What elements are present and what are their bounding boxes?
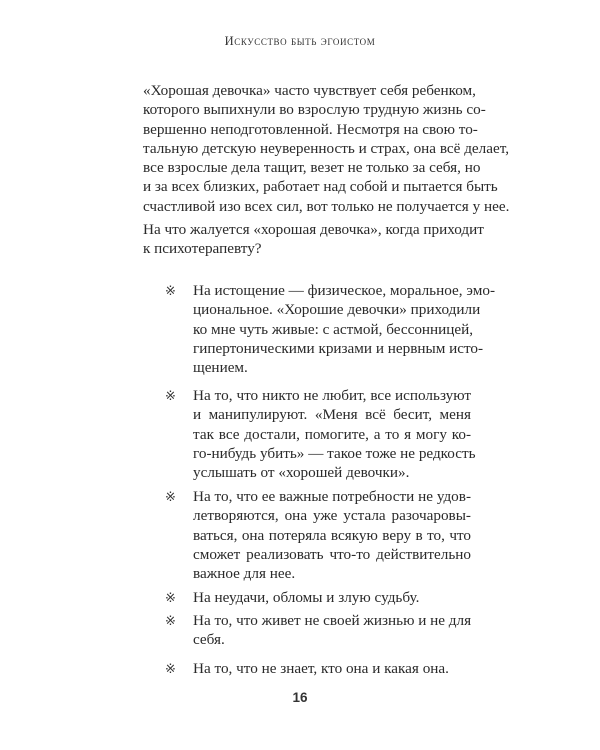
text-line: циональное. «Хорошие девочки» приходили (193, 301, 481, 319)
running-header: Искусство быть эгоистом (224, 34, 376, 48)
text-line: которого выпихнули во взрослую трудную жизнь со- (143, 101, 486, 119)
reference-mark-icon: ※ (165, 388, 176, 403)
text-line: все взрослые дела тащит, везет не только за себя, но (143, 159, 481, 177)
list-item-text (193, 588, 471, 607)
text-line: тальную детскую неуверенность и страх, она всё делает, (143, 139, 510, 157)
text-line: важное для нее. (193, 565, 296, 583)
reference-mark-icon: ※ (165, 283, 176, 298)
text-line: ваться, она потеряла всякую веру в то, что (193, 526, 471, 544)
text-line: к психотерапевту? (143, 240, 262, 258)
text-line: На то, что не знает, кто она и какая она. (193, 660, 449, 677)
page-number: 16 (292, 690, 308, 705)
list-item-text (193, 281, 495, 377)
text-line: На то, что никто не любит, все используют (193, 387, 471, 404)
reference-mark-icon: ※ (165, 590, 176, 605)
text-line: «Хорошая девочка» часто чувствует себя ребенком, (143, 82, 476, 99)
list-item-text (193, 386, 476, 482)
text-line: гипертоническими кризами и нервным исто- (193, 339, 484, 357)
text-line: На то, что живет не своей жизнью и не для (193, 612, 472, 629)
reference-mark-icon: ※ (165, 489, 176, 504)
text-line: вершенно неподготовленной. Несмотря на свою то- (143, 120, 478, 138)
text-line: На что жалуется «хорошая девочка», когда приходит (143, 221, 484, 238)
text-line: щением. (193, 359, 248, 377)
reference-mark-icon: ※ (165, 613, 176, 628)
text-line: сможет реализовать что-то действительно (193, 545, 471, 563)
list-item-text (193, 659, 471, 678)
text-line: го-нибудь убить» — такое тоже не редкость (193, 444, 476, 462)
reference-mark-icon: ※ (165, 661, 176, 676)
paragraph (143, 81, 510, 216)
list-item-text (193, 611, 471, 650)
text-line: ко мне чуть живые: с астмой, бессонницей, (193, 320, 474, 338)
list-item-text (193, 487, 471, 583)
text-line: счастливой изо всех сил, вот только не получается у нее. (143, 197, 510, 215)
text-line: так все достали, помогите, а то я могу ко- (193, 425, 471, 443)
text-line: и за всех близких, работает над собой и пытается быть (143, 178, 498, 196)
text-line: себя. (193, 631, 225, 649)
text-line: летворяются, она уже устала разочаровы- (193, 507, 471, 525)
text-line: На истощение — физическое, моральное, эмо- (193, 282, 495, 299)
text-line: и манипулируют. «Меня всё бесит, меня (193, 406, 471, 424)
paragraph (143, 220, 484, 259)
text-line: услышать от «хорошей девочки». (193, 464, 410, 482)
text-line: На неудачи, обломы и злую судьбу. (193, 589, 420, 606)
text-line: На то, что ее важные потребности не удов- (193, 488, 471, 505)
